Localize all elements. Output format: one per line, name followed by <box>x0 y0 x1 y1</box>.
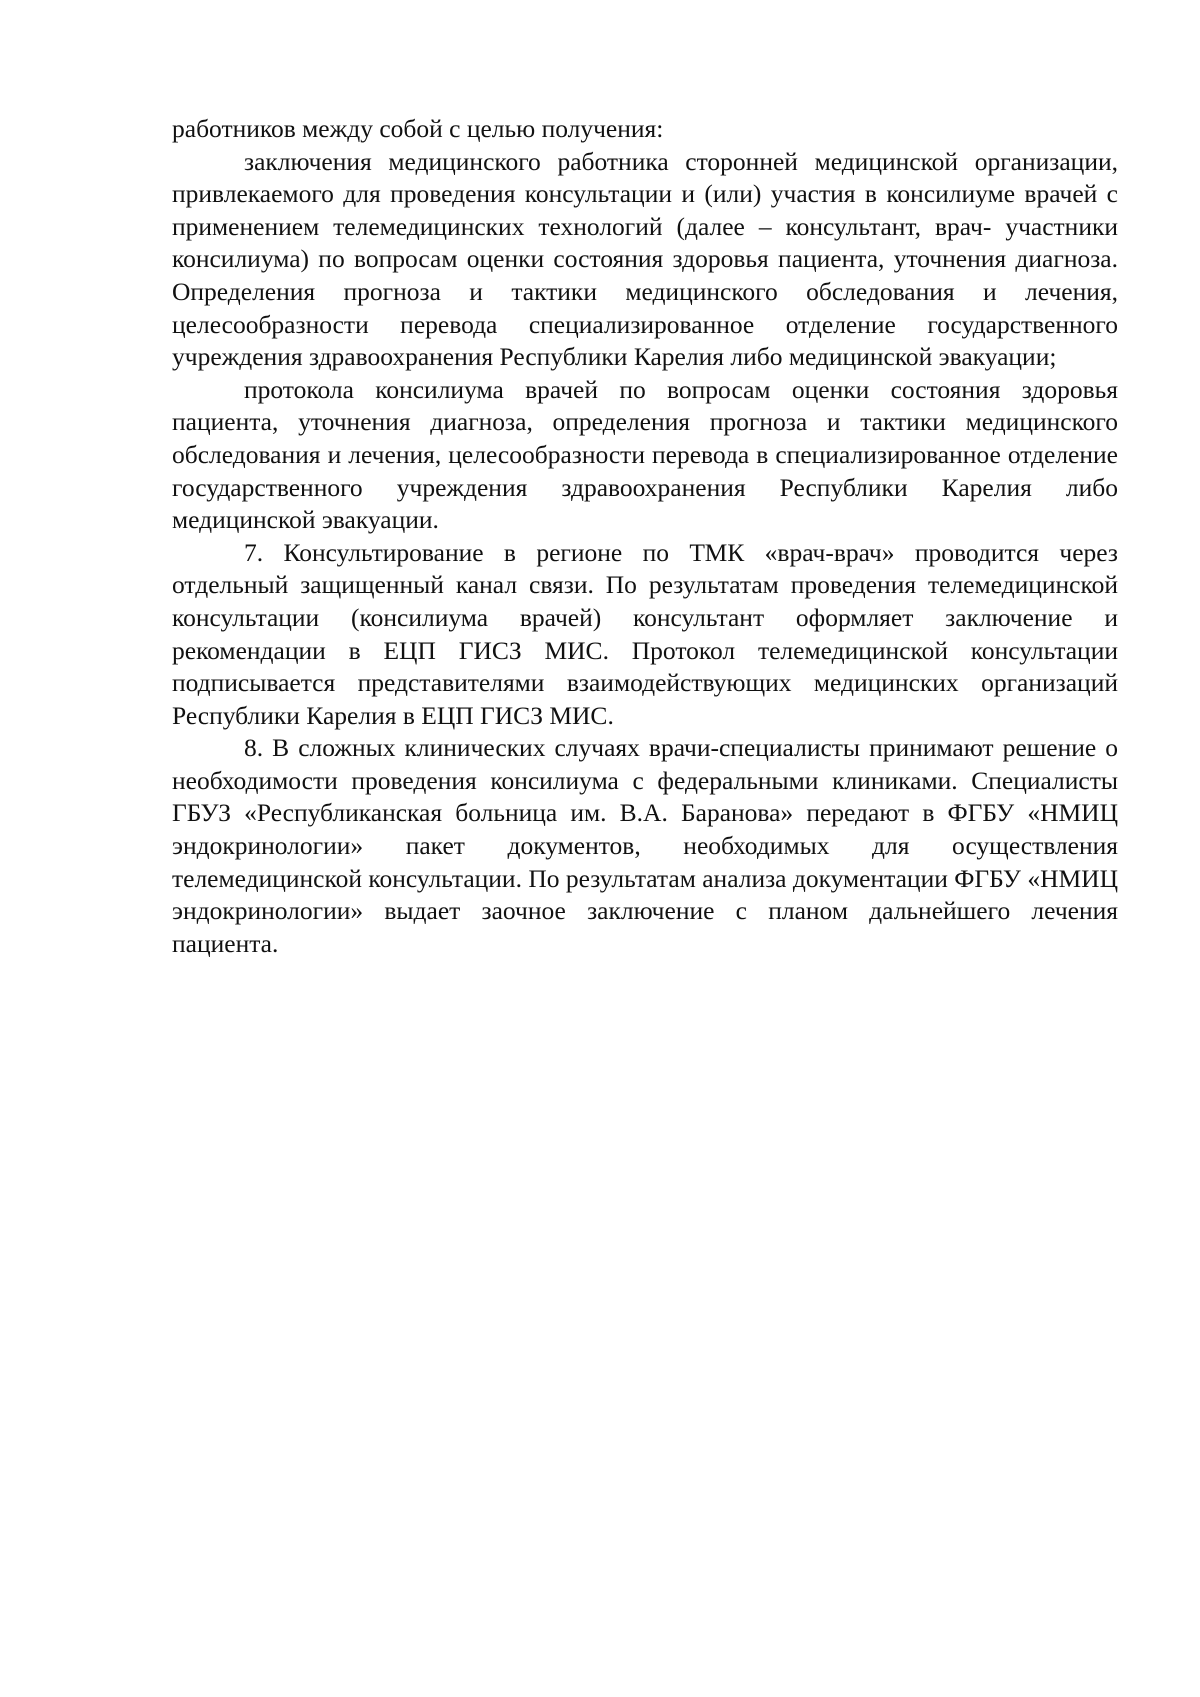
paragraph-consultant-conclusion: заключения медицинского работника сторонней медицинской организации, привлекаемого для проведения консультации и (или) участия в консилиуме врачей с применением телемедицинских технологий (далее – консультант, врач- участники консилиума) по вопросам оценки состояния здоровья пациента, уточнения диагноза. Определения прогноза и тактики медицинского обследования и лечения, целесообразности перевода специализированное отделение государственного учреждения здравоохранения Республики Карелия либо медицинской эвакуации; <box>172 146 1118 372</box>
document-body <box>172 113 1118 960</box>
paragraph-intro: работников между собой с целью получения: <box>172 114 664 143</box>
paragraph-council-protocol: протокола консилиума врачей по вопросам оценки состояния здоровья пациента, уточнения диагноза, определения прогноза и тактики медицинского обследования и лечения, целесообразности перевода в специализированное отделение государственного учреждения здравоохранения Республики Карелия либо медицинской эвакуации. <box>172 374 1118 535</box>
paragraph-item-7: 7. Консультирование в регионе по ТМК «врач-врач» проводится через отдельный защищенный канал связи. По результатам проведения телемедицинской консультации (консилиума врачей) консультант оформляет заключение и рекомендации в ЕЦП ГИСЗ МИС. Протокол телемедицинской консультации подписывается представителями взаимодействующих медицинских организаций Республики Карелия в ЕЦП ГИСЗ МИС. <box>172 537 1118 730</box>
paragraph-item-8: 8. В сложных клинических случаях врачи-специалисты принимают решение о необходимости проведения консилиума с федеральными клиниками. Специалисты ГБУЗ «Республиканская больница им. В.А. Баранова» передают в ФГБУ «НМИЦ эндокринологии» пакет документов, необходимых для осуществления телемедицинской консультации. По результатам анализа документации ФГБУ «НМИЦ эндокринологии» выдает заочное заключение с планом дальнейшего лечения пациента. <box>172 733 1118 958</box>
